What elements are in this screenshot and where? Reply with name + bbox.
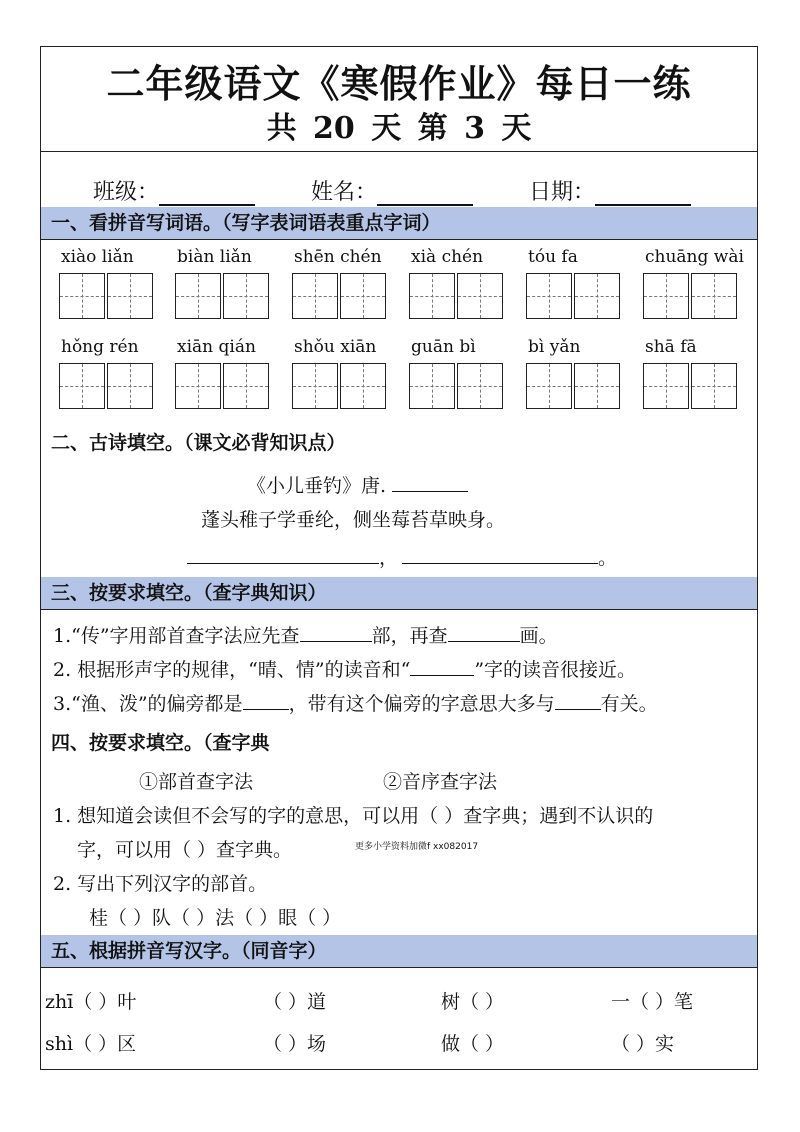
writing-box[interactable] <box>691 363 737 409</box>
divider <box>41 609 757 610</box>
pinyin-label: shǒu xiān <box>294 337 377 357</box>
homophone-item: （ ）道 <box>263 991 327 1013</box>
pinyin-label: guān bì <box>411 337 476 357</box>
writing-box[interactable] <box>59 363 105 409</box>
pinyin-label: hǒng rén <box>61 337 139 357</box>
section-heading: 二、古诗填空。（课文必背知识点） <box>41 427 757 459</box>
name-blank[interactable] <box>377 182 473 206</box>
date-label: 日期： <box>529 180 596 205</box>
poem-fill-line <box>187 543 617 570</box>
question-text: 部，再查 <box>371 625 448 647</box>
poem-blank-1[interactable] <box>187 545 379 564</box>
writing-box[interactable] <box>457 273 503 319</box>
question-text: 3.“渔、泼”的偏旁都是 <box>53 693 243 715</box>
pinyin-label: chuāng wài <box>645 247 744 267</box>
question-4-1-line1: 1. 想知道会读但不会写的字的意思，可以用（ ）查字典；遇到不认识的 <box>53 805 654 827</box>
question-4-1-line2: 字，可以用（ ）查字典。 <box>77 839 293 861</box>
pinyin-label: biàn liǎn <box>177 247 252 267</box>
homophone-item: 一（ ）笔 <box>611 991 694 1013</box>
poem-title <box>247 471 468 498</box>
answer-blank[interactable] <box>300 623 372 642</box>
writing-box[interactable] <box>526 273 572 319</box>
writing-box[interactable] <box>409 363 455 409</box>
question-3-3 <box>53 689 658 716</box>
homophone-item: shì（ ）区 <box>45 1033 137 1055</box>
writing-box[interactable] <box>175 363 221 409</box>
pinyin-label: bì yǎn <box>528 337 581 357</box>
question-text: 画。 <box>519 625 558 647</box>
question-text: ，带有这个偏旁的字意思大多与 <box>288 693 555 715</box>
worksheet <box>40 46 758 1070</box>
section-heading: 四、按要求填空。（查字典 <box>41 727 757 759</box>
answer-blank[interactable] <box>243 691 289 710</box>
writing-box[interactable] <box>409 273 455 319</box>
pinyin-label: xiān qián <box>177 337 256 357</box>
writing-box[interactable] <box>223 273 269 319</box>
method-1: ①部首查字法 <box>139 771 254 793</box>
page-subtitle: 共 20 天 第 3 天 <box>266 111 532 146</box>
homophone-item: （ ）场 <box>263 1033 327 1055</box>
pinyin-label: shēn chén <box>294 247 382 267</box>
writing-box[interactable] <box>340 363 386 409</box>
date-field <box>529 175 691 206</box>
class-label: 班级： <box>93 180 160 205</box>
radical-chars: 桂（ ）队（ ）法（ ）眼（ ） <box>89 907 342 929</box>
writing-box[interactable] <box>292 363 338 409</box>
watermark-note: 更多小学资料加微f xx082017 <box>355 842 479 852</box>
answer-blank[interactable] <box>448 623 520 642</box>
question-3-1 <box>53 621 558 648</box>
writing-box[interactable] <box>457 363 503 409</box>
writing-box[interactable] <box>292 273 338 319</box>
question-3-2 <box>53 655 636 682</box>
question-4-2: 2. 写出下列汉字的部首。 <box>53 873 268 895</box>
date-blank[interactable] <box>595 182 691 206</box>
pinyin-label: xiào liǎn <box>61 247 134 267</box>
poem-blank-2[interactable] <box>402 545 598 564</box>
name-field <box>311 175 473 206</box>
question-text: ”字的读音很接近。 <box>474 659 637 681</box>
writing-box[interactable] <box>574 273 620 319</box>
writing-box[interactable] <box>643 363 689 409</box>
writing-box[interactable] <box>59 273 105 319</box>
poet-blank[interactable] <box>392 473 468 492</box>
section-heading: 一、看拼音写词语。（写字表词语表重点字词） <box>41 207 757 239</box>
writing-box[interactable] <box>340 273 386 319</box>
answer-blank[interactable] <box>410 657 474 676</box>
page-title: 二年级语文《寒假作业》每日一练 <box>106 62 692 106</box>
poem-period: 。 <box>598 547 618 569</box>
section-heading: 三、按要求填空。（查字典知识） <box>41 577 757 609</box>
poem-line: 蓬头稚子学垂纶，侧坐莓苔草映身。 <box>201 509 506 531</box>
divider <box>41 967 757 968</box>
poem-comma: ， <box>379 547 399 569</box>
writing-box[interactable] <box>574 363 620 409</box>
question-text: 2. 根据形声字的规律，“晴、情”的读音和“ <box>53 659 411 681</box>
answer-blank[interactable] <box>555 691 601 710</box>
writing-box[interactable] <box>223 363 269 409</box>
writing-box[interactable] <box>526 363 572 409</box>
poem-title-text: 《小儿垂钓》唐. <box>247 475 387 497</box>
pinyin-label: tóu fa <box>528 247 578 267</box>
pinyin-label: xià chén <box>411 247 484 267</box>
homophone-item: 树（ ） <box>441 991 505 1013</box>
writing-box[interactable] <box>643 273 689 319</box>
homophone-item: （ ）实 <box>611 1033 675 1055</box>
question-text: 1.“传”字用部首查字法应先查 <box>53 625 300 647</box>
homophone-item: 做（ ） <box>441 1033 505 1055</box>
method-2: ②音序查字法 <box>383 771 498 793</box>
name-label: 姓名： <box>311 180 378 205</box>
question-text: 有关。 <box>600 693 658 715</box>
divider <box>41 151 757 152</box>
divider <box>41 239 757 240</box>
writing-box[interactable] <box>107 363 153 409</box>
writing-box[interactable] <box>175 273 221 319</box>
class-field <box>93 175 255 206</box>
writing-box[interactable] <box>107 273 153 319</box>
homophone-item: zhī（ ）叶 <box>45 991 137 1013</box>
writing-box[interactable] <box>691 273 737 319</box>
section-heading: 五、根据拼音写汉字。（同音字） <box>41 935 757 967</box>
class-blank[interactable] <box>159 182 255 206</box>
pinyin-label: shā fā <box>645 337 697 357</box>
